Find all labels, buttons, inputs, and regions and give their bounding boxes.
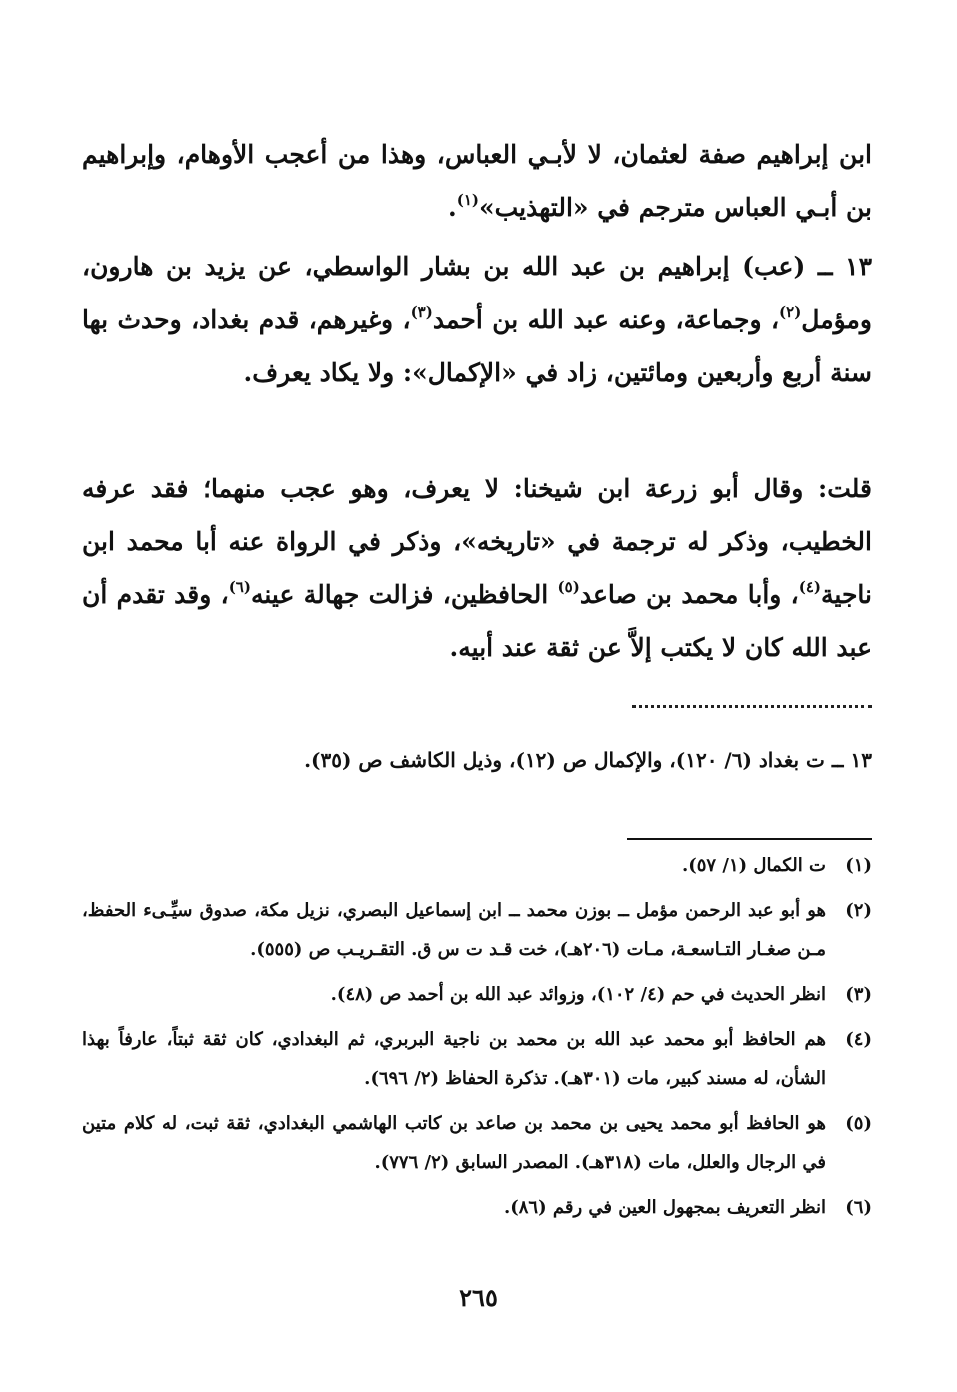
footnote-5 xyxy=(82,1104,872,1182)
commentary-text-c: الحافظين، فزالت جهالة عينه xyxy=(250,580,558,609)
footnote-ref-4[interactable]: (٤) xyxy=(798,578,822,596)
footnote-text: هو أبو عبد الرحمن مؤمل ــ بوزن محمد ــ ابن إسماعيل البصري، نزيل مكة، صدوق سيِّـىء الحفظ، مـن صغـار التـاسعـة، مـات (٢٠٦هـ)، خت قـد ت س ق. التقـريـب ص (٥٥٥). xyxy=(82,900,826,960)
footnote-text: انظر الحديث في حم (٤/ ١٠٢)، وزوائد عبد الله بن أحمد ص (٤٨). xyxy=(330,984,826,1005)
commentary-paragraph xyxy=(82,462,872,674)
footnotes xyxy=(82,846,872,1233)
footnote-number: (١) xyxy=(845,855,872,876)
dotted-separator xyxy=(632,705,872,708)
paragraph-1-end: . xyxy=(448,193,457,222)
footnote-ref-5[interactable]: (٥) xyxy=(557,578,580,596)
footnote-ref-6[interactable]: (٦) xyxy=(228,578,251,596)
footnote-4 xyxy=(82,1020,872,1098)
footnote-2 xyxy=(82,891,872,969)
footnote-text: هو الحافظ أبو محمد يحيى بن محمد بن صاعد بن كاتب الهاشمي البغدادي، ثقة ثبت، له كلام متين في الرجال والعلل، مات (٣١٨هـ). المصدر السابق (٢/ ٧٧٦). xyxy=(82,1113,826,1173)
footnote-text: انظر التعريف بمجهول العين في رقم (٨٦). xyxy=(503,1197,826,1218)
source-references: ١٣ ــ ت بغداد (٦/ ١٢٠)، والإكمال ص (١٢)، وذيل الكاشف ص (٣٥). xyxy=(304,748,872,772)
footnote-6 xyxy=(82,1188,872,1227)
paragraph-1-text: ابن إبراهيم صفة لعثمان، لا لأبـي العباس، وهذا من أعجب الأوهام، وإبراهيم بن أبـي العباس مترجم في «التهذيب» xyxy=(82,140,872,222)
entry-13-text-a: ١٣ ــ (عب) إبراهيم بن عبد الله بن بشار الواسطي، عن يزيد بن هارون، ومؤمل xyxy=(82,252,872,334)
footnote-number: (٢) xyxy=(845,900,872,921)
footnote-number: (٦) xyxy=(845,1197,872,1218)
entry-13-text-b: ، وجماعة، وعنه عبد الله بن أحمد xyxy=(432,305,780,334)
paragraph-1 xyxy=(82,128,872,234)
footnote-number: (٣) xyxy=(845,984,872,1005)
footnote-text: ت الكمال (١/ ٥٧). xyxy=(681,855,826,876)
page-number: ٢٦٥ xyxy=(459,1283,498,1312)
footnote-number: (٥) xyxy=(845,1113,872,1134)
entry-13-paragraph xyxy=(82,240,872,399)
footnote-number: (٤) xyxy=(845,1029,872,1050)
commentary-text-a: قلت: وقال أبو زرعة ابن شيخنا: لا يعرف، وهو عجب منهما؛ فقد عرفه الخطيب، وذكر له ترجمة في «تاريخه»، وذكر في الرواة عنه أبا محمد ابن ناجية xyxy=(82,474,872,609)
commentary-text-b: ، وأبا محمد بن صاعد xyxy=(579,580,799,609)
footnote-ref-2[interactable]: (٢) xyxy=(779,303,802,321)
entry-13-text-c: ، وغيرهم، قدم بغداد، وحدث بها سنة أربع وأربعين ومائتين، زاد في «الإكمال»: ولا يكاد يعرف. xyxy=(82,305,872,387)
footnote-ref-3[interactable]: (٣) xyxy=(410,303,433,321)
footnote-text: هم الحافظ أبو محمد عبد الله بن محمد بن ناجية البربري، ثم البغدادي، كان ثقة ثبتاً، عارفاً بهذا الشأن، له مسند كبير، مات (٣٠١هـ). تذكرة الحفاظ (٢/ ٦٩٦). xyxy=(82,1029,826,1089)
footnote-1 xyxy=(82,846,872,885)
footnote-3 xyxy=(82,975,872,1014)
footnote-ref-1[interactable]: (١) xyxy=(456,191,479,209)
commentary-text-d: ، وقد تقدم أن عبد الله كان لا يكتب إلاَّ عن ثقة عند أبيه. xyxy=(82,580,872,662)
footnote-divider xyxy=(627,838,872,840)
